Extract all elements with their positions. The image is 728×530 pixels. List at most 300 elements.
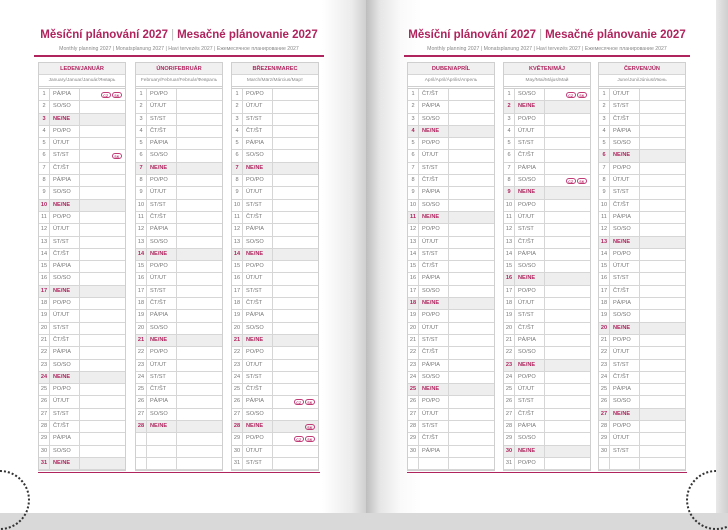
day-row[interactable] [39, 372, 125, 384]
notes-cell[interactable] [80, 126, 125, 137]
day-row[interactable] [599, 384, 685, 396]
notes-cell[interactable] [177, 310, 222, 321]
day-row[interactable] [39, 261, 125, 273]
notes-cell[interactable] [177, 101, 222, 112]
day-row[interactable] [232, 89, 318, 101]
day-row[interactable] [136, 212, 222, 224]
day-row[interactable] [39, 286, 125, 298]
day-row[interactable] [136, 310, 222, 322]
notes-cell[interactable] [545, 347, 590, 358]
day-row[interactable] [136, 323, 222, 335]
day-row[interactable] [599, 310, 685, 322]
day-row[interactable] [504, 335, 590, 347]
notes-cell[interactable] [449, 446, 494, 457]
day-row[interactable] [599, 187, 685, 199]
day-row[interactable] [408, 384, 494, 396]
notes-cell[interactable] [449, 396, 494, 407]
notes-cell[interactable] [640, 163, 685, 174]
day-row[interactable] [39, 237, 125, 249]
day-row[interactable] [39, 249, 125, 261]
day-row[interactable] [39, 175, 125, 187]
day-row[interactable] [504, 286, 590, 298]
notes-cell[interactable] [545, 360, 590, 371]
day-row[interactable] [39, 409, 125, 421]
notes-cell[interactable] [449, 114, 494, 125]
day-row[interactable] [599, 421, 685, 433]
day-row[interactable] [599, 446, 685, 458]
day-row[interactable] [504, 384, 590, 396]
notes-cell[interactable] [640, 126, 685, 137]
notes-cell[interactable] [273, 138, 318, 149]
day-row[interactable] [408, 261, 494, 273]
day-row[interactable] [599, 212, 685, 224]
notes-cell[interactable] [545, 286, 590, 297]
day-row[interactable] [232, 335, 318, 347]
day-row[interactable] [408, 396, 494, 408]
notes-cell[interactable] [545, 396, 590, 407]
notes-cell[interactable] [177, 286, 222, 297]
notes-cell[interactable] [273, 335, 318, 346]
notes-cell[interactable] [177, 347, 222, 358]
day-row[interactable] [136, 396, 222, 408]
day-row[interactable] [599, 126, 685, 138]
day-row[interactable] [136, 200, 222, 212]
notes-cell[interactable] [80, 372, 125, 383]
day-row[interactable] [408, 347, 494, 359]
notes-cell[interactable] [545, 237, 590, 248]
day-row[interactable] [232, 200, 318, 212]
notes-cell[interactable] [449, 384, 494, 395]
notes-cell[interactable] [545, 421, 590, 432]
notes-cell[interactable] [449, 433, 494, 444]
day-row[interactable] [136, 261, 222, 273]
notes-cell[interactable] [177, 298, 222, 309]
day-row[interactable] [599, 409, 685, 421]
notes-cell[interactable] [640, 384, 685, 395]
notes-cell[interactable] [545, 150, 590, 161]
notes-cell[interactable] [640, 101, 685, 112]
notes-cell[interactable] [640, 114, 685, 125]
day-row[interactable] [504, 273, 590, 285]
notes-cell[interactable] [449, 273, 494, 284]
day-row[interactable] [504, 372, 590, 384]
notes-cell[interactable] [545, 224, 590, 235]
notes-cell[interactable] [273, 175, 318, 186]
day-row[interactable] [39, 89, 125, 101]
notes-cell[interactable] [449, 212, 494, 223]
day-row[interactable] [599, 298, 685, 310]
notes-cell[interactable] [177, 89, 222, 100]
notes-cell[interactable] [80, 384, 125, 395]
day-row[interactable] [504, 101, 590, 113]
notes-cell[interactable] [273, 101, 318, 112]
day-row[interactable] [599, 138, 685, 150]
day-row[interactable] [232, 163, 318, 175]
day-row[interactable] [39, 101, 125, 113]
notes-cell[interactable] [80, 261, 125, 272]
day-row[interactable] [39, 114, 125, 126]
day-row[interactable] [599, 286, 685, 298]
notes-cell[interactable] [640, 273, 685, 284]
notes-cell[interactable] [80, 114, 125, 125]
day-row[interactable] [504, 200, 590, 212]
notes-cell[interactable] [449, 335, 494, 346]
notes-cell[interactable] [640, 150, 685, 161]
notes-cell[interactable] [273, 261, 318, 272]
day-row[interactable] [408, 433, 494, 445]
notes-cell[interactable] [177, 372, 222, 383]
day-row[interactable] [599, 224, 685, 236]
day-row[interactable] [232, 249, 318, 261]
day-row[interactable] [408, 360, 494, 372]
day-row[interactable] [39, 138, 125, 150]
notes-cell[interactable] [640, 347, 685, 358]
notes-cell[interactable] [545, 458, 590, 469]
day-row[interactable] [136, 372, 222, 384]
notes-cell[interactable] [640, 421, 685, 432]
notes-cell[interactable] [273, 89, 318, 100]
notes-cell[interactable] [177, 396, 222, 407]
day-row[interactable] [408, 249, 494, 261]
notes-cell[interactable] [545, 89, 590, 100]
notes-cell[interactable] [640, 175, 685, 186]
day-row[interactable] [39, 335, 125, 347]
notes-cell[interactable] [545, 187, 590, 198]
day-row[interactable] [408, 175, 494, 187]
notes-cell[interactable] [273, 310, 318, 321]
notes-cell[interactable] [449, 310, 494, 321]
day-row[interactable] [39, 126, 125, 138]
notes-cell[interactable] [449, 261, 494, 272]
notes-cell[interactable] [449, 200, 494, 211]
notes-cell[interactable] [273, 396, 318, 407]
day-row[interactable] [408, 409, 494, 421]
day-row[interactable] [136, 409, 222, 421]
notes-cell[interactable] [273, 446, 318, 457]
day-row[interactable] [136, 89, 222, 101]
day-row[interactable] [136, 273, 222, 285]
notes-cell[interactable] [273, 163, 318, 174]
notes-cell[interactable] [640, 335, 685, 346]
day-row[interactable] [39, 433, 125, 445]
notes-cell[interactable] [640, 187, 685, 198]
day-row[interactable] [408, 89, 494, 101]
notes-cell[interactable] [80, 433, 125, 444]
notes-cell[interactable] [80, 89, 125, 100]
notes-cell[interactable] [177, 150, 222, 161]
day-row[interactable] [136, 360, 222, 372]
day-row[interactable] [504, 224, 590, 236]
notes-cell[interactable] [640, 396, 685, 407]
day-row[interactable] [232, 187, 318, 199]
notes-cell[interactable] [545, 175, 590, 186]
notes-cell[interactable] [273, 150, 318, 161]
notes-cell[interactable] [640, 323, 685, 334]
notes-cell[interactable] [273, 273, 318, 284]
notes-cell[interactable] [80, 187, 125, 198]
day-row[interactable] [232, 126, 318, 138]
day-row[interactable] [136, 347, 222, 359]
day-row[interactable] [39, 396, 125, 408]
notes-cell[interactable] [545, 372, 590, 383]
day-row[interactable] [408, 446, 494, 458]
day-row[interactable] [599, 237, 685, 249]
notes-cell[interactable] [640, 237, 685, 248]
notes-cell[interactable] [545, 323, 590, 334]
day-row[interactable] [408, 126, 494, 138]
notes-cell[interactable] [640, 249, 685, 260]
notes-cell[interactable] [640, 446, 685, 457]
day-row[interactable] [504, 446, 590, 458]
day-row[interactable] [232, 237, 318, 249]
day-row[interactable] [232, 396, 318, 408]
day-row[interactable] [599, 200, 685, 212]
notes-cell[interactable] [449, 249, 494, 260]
notes-cell[interactable] [449, 360, 494, 371]
day-row[interactable] [232, 409, 318, 421]
day-row[interactable] [504, 237, 590, 249]
notes-cell[interactable] [640, 200, 685, 211]
notes-cell[interactable] [449, 163, 494, 174]
notes-cell[interactable] [177, 114, 222, 125]
day-row[interactable] [599, 433, 685, 445]
day-row[interactable] [232, 286, 318, 298]
notes-cell[interactable] [449, 372, 494, 383]
day-row[interactable] [408, 273, 494, 285]
day-row[interactable] [408, 310, 494, 322]
day-row[interactable] [504, 212, 590, 224]
day-row[interactable] [39, 298, 125, 310]
day-row[interactable] [504, 126, 590, 138]
day-row[interactable] [136, 101, 222, 113]
notes-cell[interactable] [177, 323, 222, 334]
notes-cell[interactable] [640, 212, 685, 223]
notes-cell[interactable] [80, 360, 125, 371]
notes-cell[interactable] [80, 421, 125, 432]
notes-cell[interactable] [177, 138, 222, 149]
day-row[interactable] [39, 150, 125, 162]
day-row[interactable] [504, 261, 590, 273]
day-row[interactable] [504, 138, 590, 150]
notes-cell[interactable] [273, 458, 318, 469]
day-row[interactable] [136, 335, 222, 347]
notes-cell[interactable] [177, 187, 222, 198]
day-row[interactable] [232, 310, 318, 322]
notes-cell[interactable] [177, 360, 222, 371]
notes-cell[interactable] [80, 323, 125, 334]
day-row[interactable] [408, 298, 494, 310]
notes-cell[interactable] [273, 187, 318, 198]
notes-cell[interactable] [273, 323, 318, 334]
notes-cell[interactable] [449, 138, 494, 149]
notes-cell[interactable] [449, 409, 494, 420]
day-row[interactable] [232, 323, 318, 335]
day-row[interactable] [136, 114, 222, 126]
day-row[interactable] [39, 200, 125, 212]
day-row[interactable] [136, 224, 222, 236]
day-row[interactable] [39, 212, 125, 224]
day-row[interactable] [408, 237, 494, 249]
day-row[interactable] [504, 298, 590, 310]
notes-cell[interactable] [177, 200, 222, 211]
notes-cell[interactable] [80, 335, 125, 346]
notes-cell[interactable] [545, 114, 590, 125]
notes-cell[interactable] [177, 126, 222, 137]
day-row[interactable] [408, 150, 494, 162]
day-row[interactable] [232, 421, 318, 433]
notes-cell[interactable] [273, 114, 318, 125]
notes-cell[interactable] [545, 384, 590, 395]
notes-cell[interactable] [80, 446, 125, 457]
notes-cell[interactable] [80, 101, 125, 112]
day-row[interactable] [232, 175, 318, 187]
notes-cell[interactable] [177, 249, 222, 260]
day-row[interactable] [599, 163, 685, 175]
notes-cell[interactable] [545, 409, 590, 420]
notes-cell[interactable] [449, 347, 494, 358]
notes-cell[interactable] [449, 150, 494, 161]
notes-cell[interactable] [545, 163, 590, 174]
day-row[interactable] [39, 384, 125, 396]
day-row[interactable] [599, 360, 685, 372]
day-row[interactable] [599, 335, 685, 347]
day-row[interactable] [232, 298, 318, 310]
day-row[interactable] [599, 114, 685, 126]
notes-cell[interactable] [80, 286, 125, 297]
day-row[interactable] [232, 360, 318, 372]
notes-cell[interactable] [273, 224, 318, 235]
notes-cell[interactable] [273, 286, 318, 297]
day-row[interactable] [504, 114, 590, 126]
day-row[interactable] [408, 114, 494, 126]
notes-cell[interactable] [449, 175, 494, 186]
day-row[interactable] [232, 347, 318, 359]
day-row[interactable] [504, 409, 590, 421]
day-row[interactable] [39, 360, 125, 372]
notes-cell[interactable] [80, 237, 125, 248]
day-row[interactable] [39, 458, 125, 470]
notes-cell[interactable] [80, 409, 125, 420]
notes-cell[interactable] [640, 286, 685, 297]
day-row[interactable] [408, 323, 494, 335]
day-row[interactable] [232, 446, 318, 458]
day-row[interactable] [136, 138, 222, 150]
day-row[interactable] [599, 372, 685, 384]
notes-cell[interactable] [545, 126, 590, 137]
day-row[interactable] [504, 150, 590, 162]
day-row[interactable] [599, 323, 685, 335]
notes-cell[interactable] [640, 360, 685, 371]
day-row[interactable] [408, 372, 494, 384]
notes-cell[interactable] [449, 323, 494, 334]
day-row[interactable] [232, 101, 318, 113]
day-row[interactable] [504, 458, 590, 470]
day-row[interactable] [408, 421, 494, 433]
day-row[interactable] [232, 212, 318, 224]
notes-cell[interactable] [545, 249, 590, 260]
notes-cell[interactable] [80, 163, 125, 174]
day-row[interactable] [136, 421, 222, 433]
day-row[interactable] [136, 187, 222, 199]
notes-cell[interactable] [449, 89, 494, 100]
day-row[interactable] [136, 384, 222, 396]
day-row[interactable] [504, 360, 590, 372]
notes-cell[interactable] [640, 89, 685, 100]
day-row[interactable] [232, 372, 318, 384]
day-row[interactable] [232, 458, 318, 470]
day-row[interactable] [504, 347, 590, 359]
notes-cell[interactable] [177, 212, 222, 223]
day-row[interactable] [504, 421, 590, 433]
day-row[interactable] [232, 150, 318, 162]
notes-cell[interactable] [449, 126, 494, 137]
notes-cell[interactable] [80, 310, 125, 321]
day-row[interactable] [504, 396, 590, 408]
notes-cell[interactable] [273, 212, 318, 223]
notes-cell[interactable] [640, 409, 685, 420]
notes-cell[interactable] [177, 409, 222, 420]
day-row[interactable] [232, 384, 318, 396]
notes-cell[interactable] [80, 298, 125, 309]
notes-cell[interactable] [449, 224, 494, 235]
notes-cell[interactable] [80, 138, 125, 149]
day-row[interactable] [232, 224, 318, 236]
notes-cell[interactable] [177, 261, 222, 272]
notes-cell[interactable] [449, 298, 494, 309]
day-row[interactable] [504, 175, 590, 187]
day-row[interactable] [408, 200, 494, 212]
notes-cell[interactable] [545, 298, 590, 309]
notes-cell[interactable] [177, 175, 222, 186]
notes-cell[interactable] [177, 237, 222, 248]
day-row[interactable] [39, 163, 125, 175]
day-row[interactable] [408, 101, 494, 113]
day-row[interactable] [504, 310, 590, 322]
notes-cell[interactable] [273, 249, 318, 260]
day-row[interactable] [232, 114, 318, 126]
notes-cell[interactable] [80, 347, 125, 358]
day-row[interactable] [599, 261, 685, 273]
day-row[interactable] [408, 224, 494, 236]
notes-cell[interactable] [273, 347, 318, 358]
notes-cell[interactable] [545, 335, 590, 346]
day-row[interactable] [504, 249, 590, 261]
notes-cell[interactable] [80, 273, 125, 284]
notes-cell[interactable] [80, 396, 125, 407]
notes-cell[interactable] [177, 421, 222, 432]
notes-cell[interactable] [545, 200, 590, 211]
notes-cell[interactable] [545, 212, 590, 223]
day-row[interactable] [39, 323, 125, 335]
notes-cell[interactable] [273, 409, 318, 420]
notes-cell[interactable] [273, 433, 318, 444]
notes-cell[interactable] [177, 224, 222, 235]
day-row[interactable] [232, 138, 318, 150]
notes-cell[interactable] [449, 421, 494, 432]
day-row[interactable] [232, 433, 318, 445]
day-row[interactable] [408, 335, 494, 347]
day-row[interactable] [136, 298, 222, 310]
notes-cell[interactable] [177, 384, 222, 395]
notes-cell[interactable] [545, 261, 590, 272]
notes-cell[interactable] [449, 101, 494, 112]
day-row[interactable] [39, 446, 125, 458]
notes-cell[interactable] [545, 273, 590, 284]
day-row[interactable] [599, 175, 685, 187]
notes-cell[interactable] [545, 433, 590, 444]
notes-cell[interactable] [640, 261, 685, 272]
notes-cell[interactable] [545, 138, 590, 149]
